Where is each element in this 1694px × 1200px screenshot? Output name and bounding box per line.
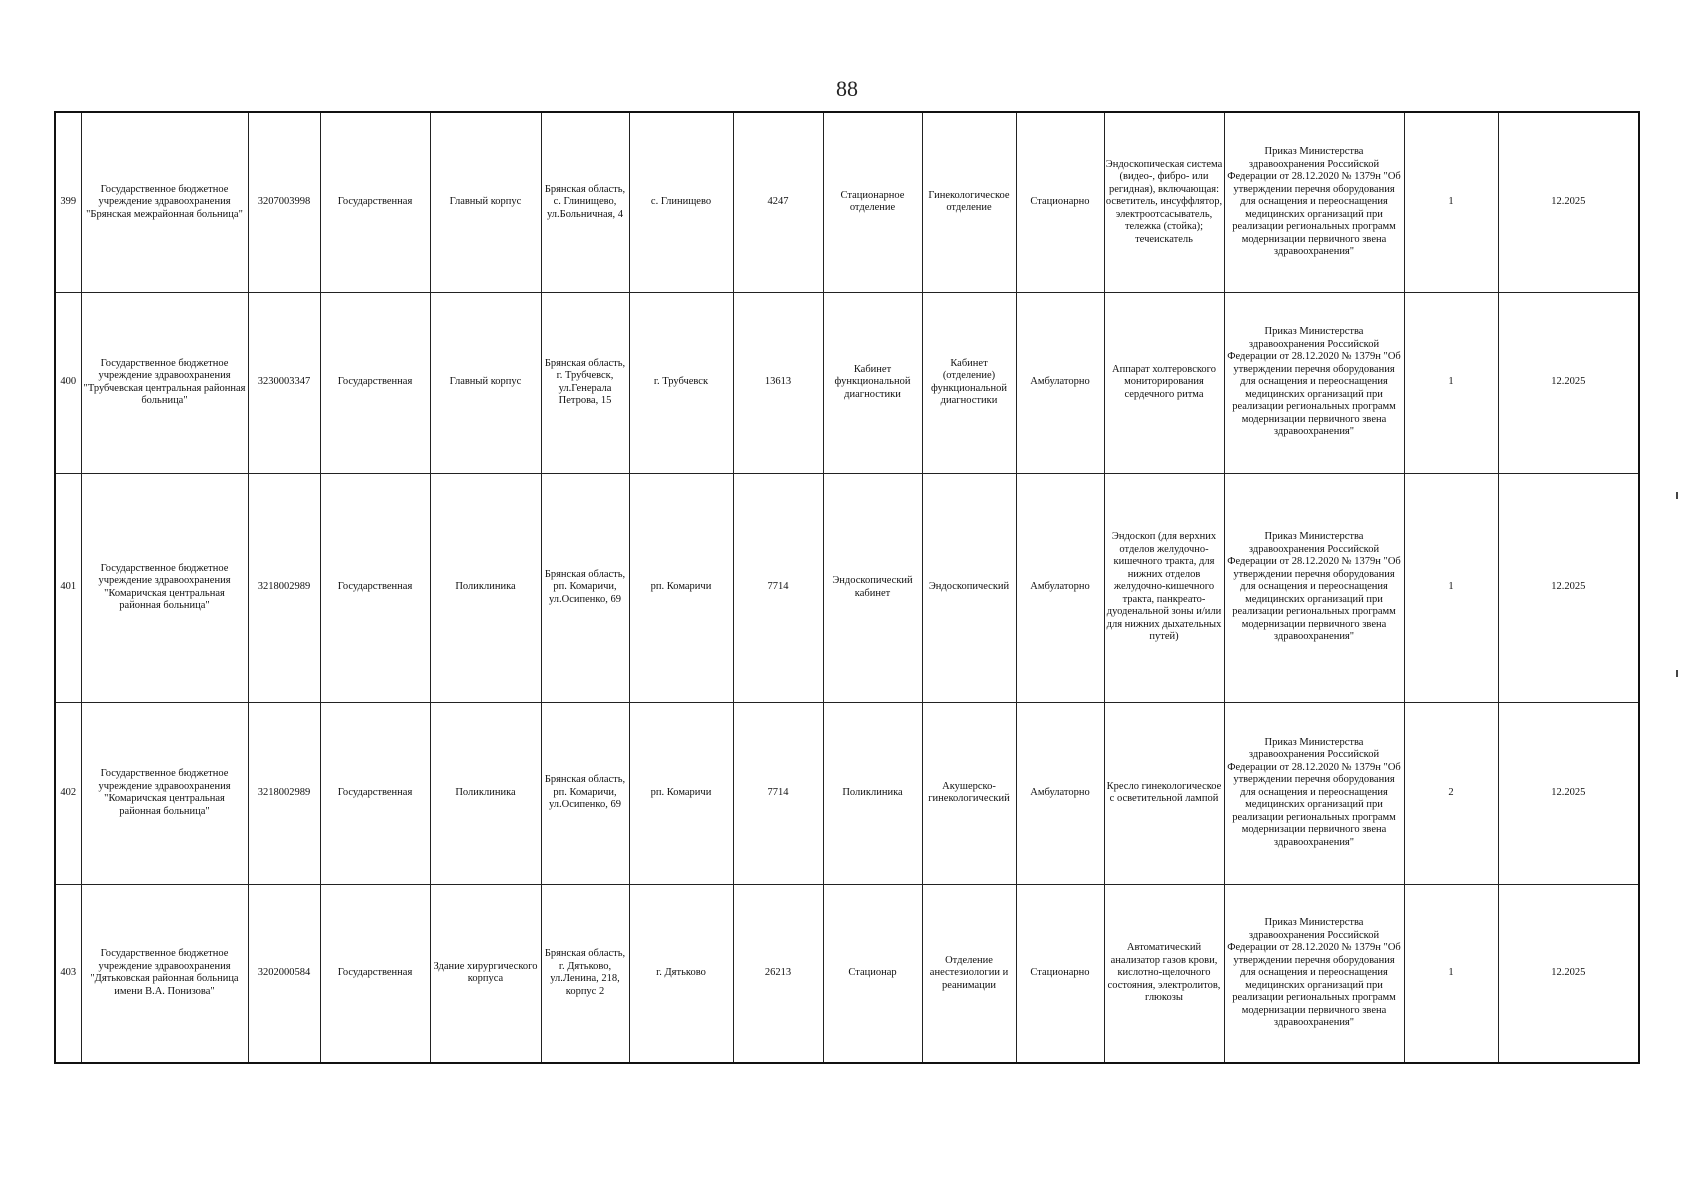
standard-cell: Приказ Министерства здравоохранения Российской Федерации от 28.12.2020 № 1379н "Об утверждении перечня оборудования для оснащения и переоснащения медицинских организаций при реализации региональных программ модернизации первичного звена здравоохранения" [1224,702,1404,884]
row-number-cell: 401 [55,473,81,702]
inn-cell: 3218002989 [248,473,320,702]
standard-cell: Приказ Министерства здравоохранения Российской Федерации от 28.12.2020 № 1379н "Об утверждении перечня оборудования для оснащения и переоснащения медицинских организаций при реализации региональных программ модернизации первичного звена здравоохранения" [1224,112,1404,292]
department-cell: Отделение анестезиологии и реанимации [922,884,1016,1063]
unit-cell: Стационарное отделение [823,112,922,292]
locality-cell: рп. Комаричи [629,473,733,702]
inn-cell: 3207003998 [248,112,320,292]
inn-cell: 3202000584 [248,884,320,1063]
unit-cell: Поликлиника [823,702,922,884]
scan-mark [1676,670,1678,677]
population-cell: 7714 [733,702,823,884]
organization-cell: Государственное бюджетное учреждение здравоохранения "Комаричская центральная районная больница" [81,473,248,702]
standard-cell: Приказ Министерства здравоохранения Российской Федерации от 28.12.2020 № 1379н "Об утверждении перечня оборудования для оснащения и переоснащения медицинских организаций при реализации региональных программ модернизации первичного звена здравоохранения" [1224,292,1404,473]
population-cell: 26213 [733,884,823,1063]
address-cell: Брянская область, г. Трубчевск, ул.Генерала Петрова, 15 [541,292,629,473]
equipment-cell: Автоматический анализатор газов крови, кислотно-щелочного состояния, электролитов, глюкозы [1104,884,1224,1063]
quantity-cell: 1 [1404,884,1498,1063]
table-row [55,112,1639,292]
care-form-cell: Амбулаторно [1016,473,1104,702]
locality-cell: г. Дятьково [629,884,733,1063]
address-cell: Брянская область, с. Глинищево, ул.Больничная, 4 [541,112,629,292]
building-cell: Главный корпус [430,292,541,473]
ownership-cell: Государственная [320,884,430,1063]
building-cell: Поликлиника [430,473,541,702]
deadline-cell: 12.2025 [1498,473,1639,702]
row-number-cell: 402 [55,702,81,884]
standard-cell: Приказ Министерства здравоохранения Российской Федерации от 28.12.2020 № 1379н "Об утверждении перечня оборудования для оснащения и переоснащения медицинских организаций при реализации региональных программ модернизации первичного звена здравоохранения" [1224,473,1404,702]
population-cell: 13613 [733,292,823,473]
locality-cell: г. Трубчевск [629,292,733,473]
organization-cell: Государственное бюджетное учреждение здравоохранения "Трубчевская центральная районная больница" [81,292,248,473]
table-row [55,702,1639,884]
quantity-cell: 1 [1404,473,1498,702]
organization-cell: Государственное бюджетное учреждение здравоохранения "Брянская межрайонная больница" [81,112,248,292]
equipment-registry-table [54,111,1640,1064]
equipment-cell: Аппарат холтеровского мониторирования сердечного ритма [1104,292,1224,473]
care-form-cell: Амбулаторно [1016,292,1104,473]
address-cell: Брянская область, рп. Комаричи, ул.Осипенко, 69 [541,473,629,702]
ownership-cell: Государственная [320,292,430,473]
unit-cell: Кабинет функциональной диагностики [823,292,922,473]
building-cell: Здание хирургического корпуса [430,884,541,1063]
department-cell: Кабинет (отделение) функциональной диагностики [922,292,1016,473]
unit-cell: Стационар [823,884,922,1063]
care-form-cell: Стационарно [1016,884,1104,1063]
page-number: 88 [836,76,858,101]
ownership-cell: Государственная [320,473,430,702]
quantity-cell: 2 [1404,702,1498,884]
deadline-cell: 12.2025 [1498,884,1639,1063]
table-row [55,292,1639,473]
table-row [55,473,1639,702]
locality-cell: с. Глинищево [629,112,733,292]
organization-cell: Государственное бюджетное учреждение здравоохранения "Комаричская центральная районная больница" [81,702,248,884]
inn-cell: 3230003347 [248,292,320,473]
care-form-cell: Амбулаторно [1016,702,1104,884]
table-row [55,884,1639,1063]
care-form-cell: Стационарно [1016,112,1104,292]
unit-cell: Эндоскопический кабинет [823,473,922,702]
department-cell: Эндоскопический [922,473,1016,702]
department-cell: Акушерско-гинекологический [922,702,1016,884]
ownership-cell: Государственная [320,112,430,292]
population-cell: 7714 [733,473,823,702]
standard-cell: Приказ Министерства здравоохранения Российской Федерации от 28.12.2020 № 1379н "Об утверждении перечня оборудования для оснащения и переоснащения медицинских организаций при реализации региональных программ модернизации первичного звена здравоохранения" [1224,884,1404,1063]
quantity-cell: 1 [1404,112,1498,292]
address-cell: Брянская область, рп. Комаричи, ул.Осипенко, 69 [541,702,629,884]
address-cell: Брянская область, г. Дятьково, ул.Ленина, 218, корпус 2 [541,884,629,1063]
population-cell: 4247 [733,112,823,292]
equipment-cell: Кресло гинекологическое с осветительной лампой [1104,702,1224,884]
row-number-cell: 399 [55,112,81,292]
row-number-cell: 403 [55,884,81,1063]
quantity-cell: 1 [1404,292,1498,473]
row-number-cell: 400 [55,292,81,473]
scan-mark [1676,492,1678,499]
building-cell: Поликлиника [430,702,541,884]
organization-cell: Государственное бюджетное учреждение здравоохранения "Дятьковская районная больница имени В.А. Понизова" [81,884,248,1063]
building-cell: Главный корпус [430,112,541,292]
equipment-cell: Эндоскопическая система (видео-, фибро- или регидная), включающая: осветитель, инсуффлятор, электроотсасыватель, тележка (стойка); течеискатель [1104,112,1224,292]
ownership-cell: Государственная [320,702,430,884]
equipment-cell: Эндоскоп (для верхних отделов желудочно-кишечного тракта, для нижних отделов желудочно-кишечного тракта, панкреато-дуоденальной зоны и/или для нижних дыхательных путей) [1104,473,1224,702]
department-cell: Гинекологическое отделение [922,112,1016,292]
locality-cell: рп. Комаричи [629,702,733,884]
deadline-cell: 12.2025 [1498,112,1639,292]
deadline-cell: 12.2025 [1498,292,1639,473]
inn-cell: 3218002989 [248,702,320,884]
deadline-cell: 12.2025 [1498,702,1639,884]
